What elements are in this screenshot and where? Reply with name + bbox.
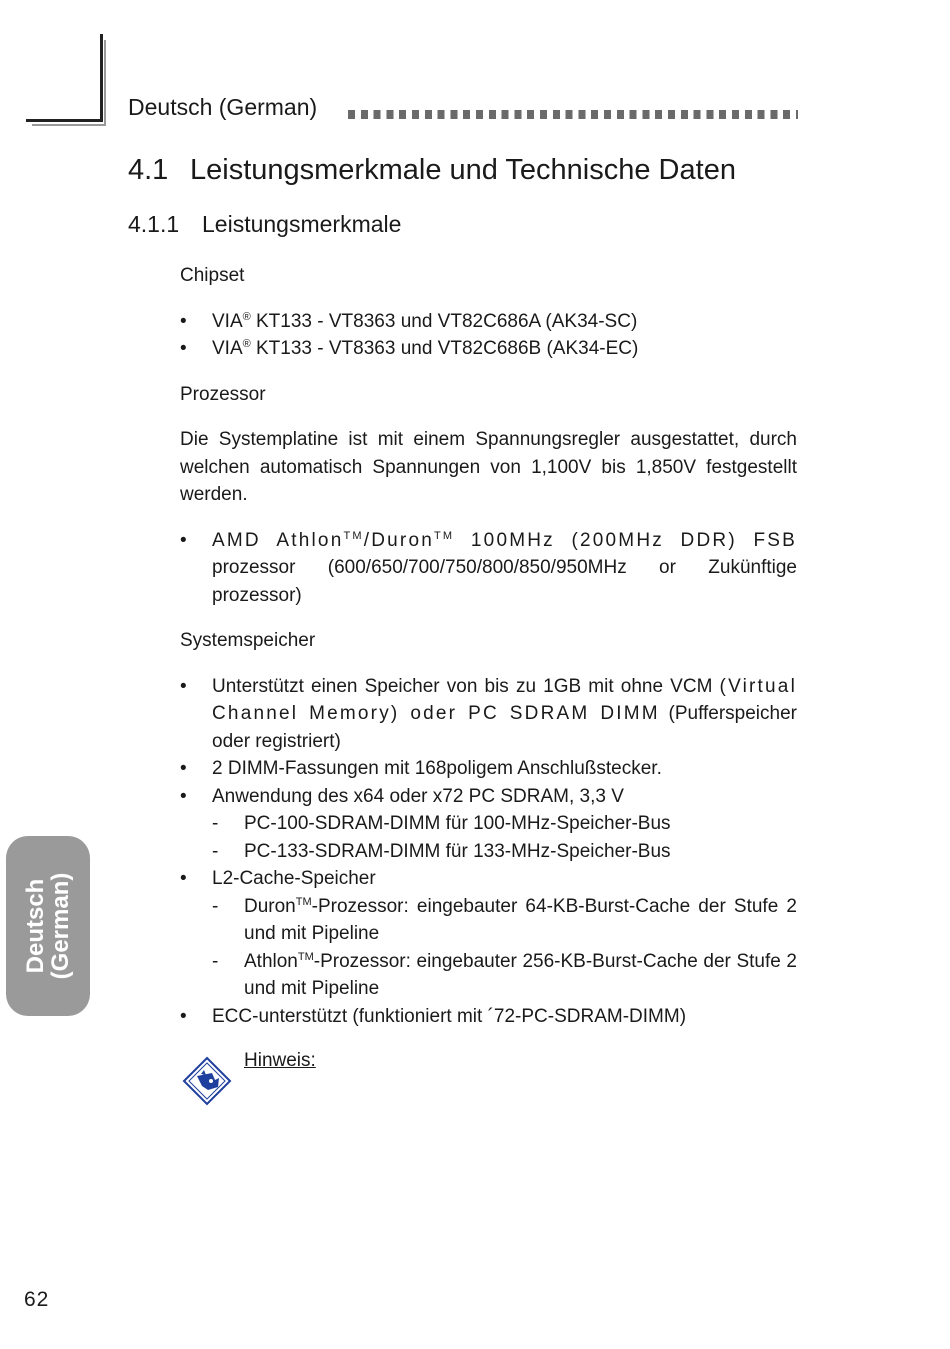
corner-mark-vertical — [100, 34, 103, 122]
side-tab-label: Deutsch (German) — [22, 872, 74, 980]
document-body — [180, 262, 797, 1030]
memory-sublist — [212, 810, 797, 865]
sublist-item: - Athlon™-Prozessor: eingebauter 256-KB-Burst-Cache der Stufe 2 und mit Pipeline — [212, 950, 797, 999]
sublist-item: - PC-133-SDRAM-DIMM für 133-MHz-Speicher-Bus — [212, 840, 671, 862]
header-dot-rule — [348, 110, 798, 119]
note-icon — [182, 1056, 232, 1106]
running-header: Deutsch (German) — [128, 94, 318, 120]
section-number: 4.1 — [128, 154, 169, 186]
processor-paragraph: Die Systemplatine ist mit einem Spannungsregler ausgestattet, durch welchen automatisch Spannungen von 1,100V bis 1,850V festgestellt werden. — [180, 429, 797, 505]
sublist-item: - PC-100-SDRAM-DIMM für 100-MHz-Speicher-Bus — [212, 813, 671, 834]
processor-heading: Prozessor — [180, 383, 266, 405]
list-item: • Unterstützt einen Speicher von bis zu 1GB mit ohne VCM (Virtual Channel Memory) oder PC SDRAM DIMM (Pufferspeicher oder registriert) — [180, 675, 797, 752]
corner-mark-vertical-shadow — [104, 40, 106, 126]
sublist-item: - Duron™-Prozessor: eingebauter 64-KB-Burst-Cache der Stufe 2 und mit Pipeline — [212, 895, 797, 944]
list-item: • L2-Cache-Speicher - Duron™-Prozessor: eingebauter 64-KB-Burst-Cache der Stufe 2 und mit Pipeline - Athlon™-Prozessor: eingebauter 256-KB-Burst-Cache der Stufe 2 und mit Pipeline — [180, 865, 797, 1003]
memory-list — [180, 673, 797, 1031]
list-item: • ECC-unterstützt (funktioniert mit ´72-PC-SDRAM-DIMM) — [180, 1005, 687, 1027]
subsection-heading — [128, 211, 401, 238]
memory-heading: Systemspeicher — [180, 630, 316, 651]
corner-mark-horizontal — [26, 119, 103, 122]
corner-mark-horizontal-shadow — [32, 124, 106, 126]
list-item: • VIA® KT133 - VT8363 und VT82C686A (AK34-SC) — [180, 310, 638, 332]
cache-sublist — [212, 893, 797, 1003]
section-title: Leistungsmerkmale und Technische Daten — [190, 154, 736, 186]
note-label: Hinweis: — [244, 1050, 316, 1071]
subsection-title: Leistungsmerkmale — [202, 211, 402, 237]
chipset-list — [180, 308, 797, 363]
subsection-number: 4.1.1 — [128, 211, 180, 237]
page-number: 62 — [24, 1288, 50, 1311]
list-item: • VIA® KT133 - VT8363 und VT82C686B (AK34-EC) — [180, 338, 639, 359]
list-item: • AMD Athlon™/Duron™ 100MHz (200MHz DDR) FSB prozessor (600/650/700/750/800/850/950MHz or Zukünftige prozessor) — [180, 529, 798, 606]
list-item: • 2 DIMM-Fassungen mit 168poligem Anschlußstecker. — [180, 758, 662, 779]
chipset-heading: Chipset — [180, 265, 245, 286]
section-heading — [128, 154, 736, 187]
list-item: • Anwendung des x64 oder x72 PC SDRAM, 3,3 V - PC-100-SDRAM-DIMM für 100-MHz-Speicher-Bus - PC-133-SDRAM-DIMM für 133-MHz-Speicher-Bus — [180, 783, 797, 866]
processor-list — [180, 527, 797, 610]
